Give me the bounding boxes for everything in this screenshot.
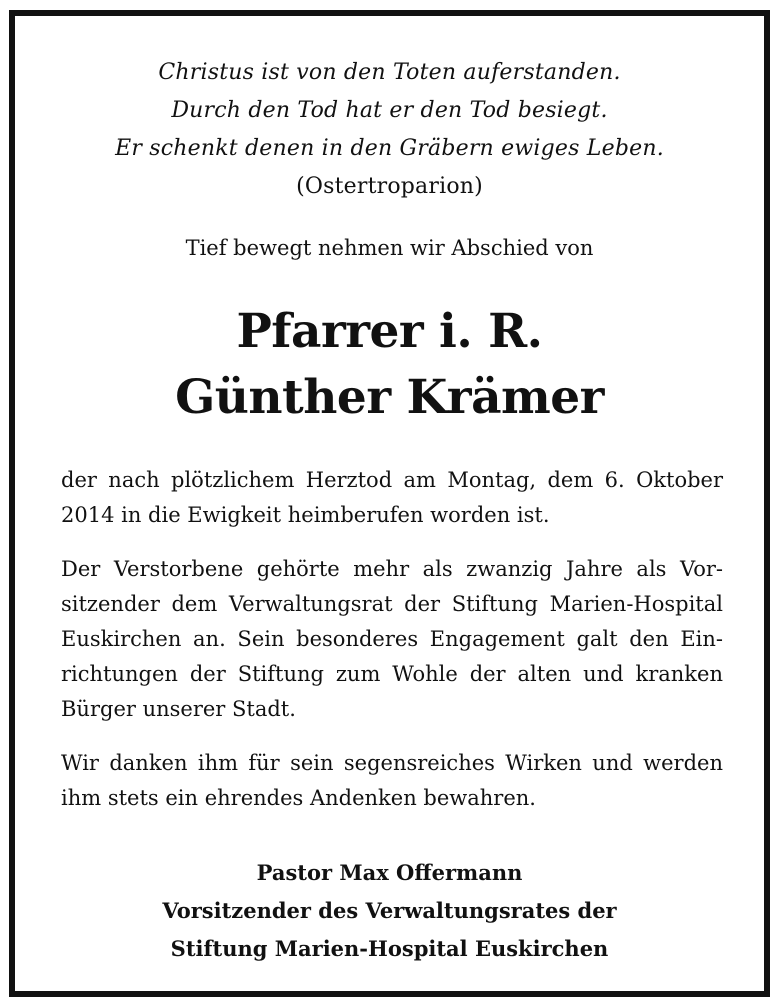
verse-line-2: Durch den Tod hat er den Tod besiegt. xyxy=(171,98,608,123)
paragraph-death-notice: der nach plötzlichem Herztod am Montag, dem 6. Oktober 2014 in die Ewigkeit heimberufen worden ist. xyxy=(61,468,723,527)
verse-line-1: Christus ist von den Toten auferstanden. xyxy=(158,60,621,85)
obituary-frame xyxy=(9,10,770,997)
paragraph-service: Der Verstorbene gehörte mehr als zwanzig Jahre als Vorsitzender dem Verwaltungsrat der Stiftung Marien-Hospital Euskirchen an. Sein besonderes Engagement galt den Einrichtungen der Stiftung zum Wohle der alten und kranken Bürger unserer Stadt. xyxy=(61,557,723,721)
paragraph-thanks: Wir danken ihm für sein segensreiches Wirken und werden ihm stets ein ehrendes Andenken bewahren. xyxy=(61,751,723,810)
deceased-name-block xyxy=(15,299,764,431)
deceased-title: Pfarrer i. R. xyxy=(236,304,543,359)
signatory-organization: Stiftung Marien-Hospital Euskirchen xyxy=(170,936,609,961)
verse-line-3: Er schenkt denen in den Gräbern ewiges Leben. xyxy=(115,136,664,161)
signature-block xyxy=(15,854,764,968)
easter-verse xyxy=(15,54,764,206)
signatory-role: Vorsitzender des Verwaltungsrates der xyxy=(162,898,617,923)
verse-source: (Ostertroparion) xyxy=(296,174,483,199)
signatory-name: Pastor Max Offermann xyxy=(256,860,523,885)
farewell-intro: Tief bewegt nehmen wir Abschied von xyxy=(185,236,594,260)
deceased-name: Günther Krämer xyxy=(175,370,604,425)
